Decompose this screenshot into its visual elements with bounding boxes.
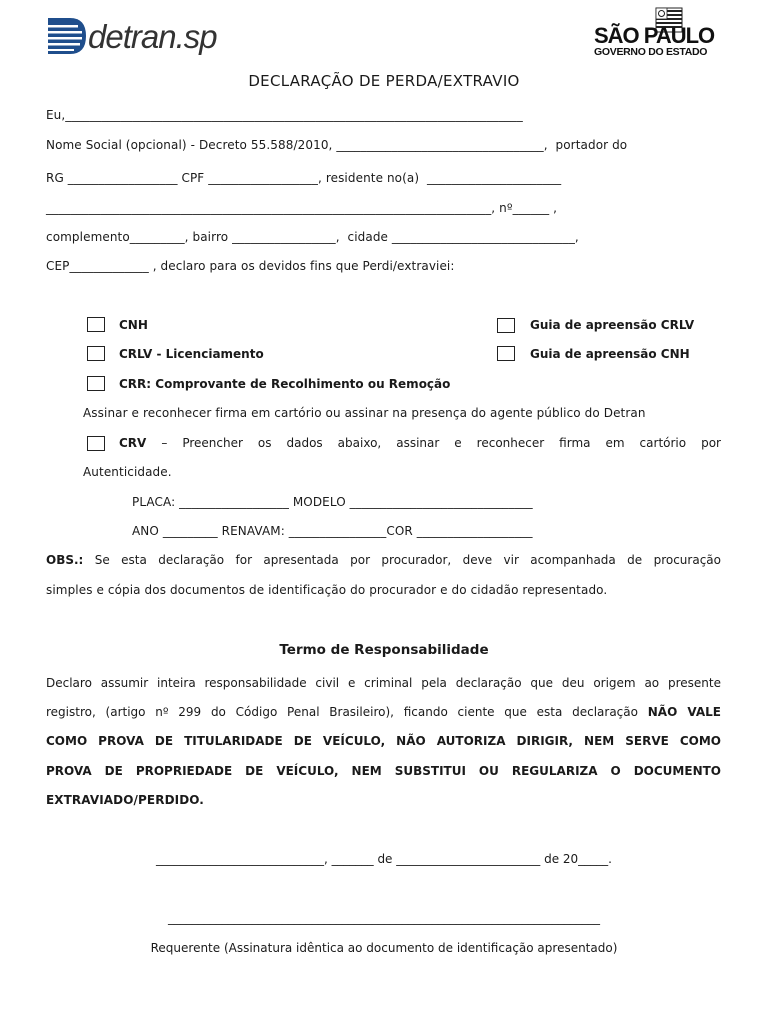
- ano-renavam-cor-line: ANO _________ RENAVAM: ________________COR ___________________: [132, 524, 533, 538]
- checkbox-guia-crlv[interactable]: [497, 318, 515, 333]
- checkbox-crlv[interactable]: [87, 346, 105, 361]
- checkbox-cnh[interactable]: [87, 317, 105, 332]
- detran-logo-icon: [46, 16, 88, 56]
- obs-paragraph-line1: [46, 553, 721, 567]
- crv-instruction-cont: Autenticidade.: [83, 465, 172, 479]
- obs-paragraph-line2: simples e cópia dos documentos de identificação do procurador e do cidadão representado.: [46, 583, 608, 597]
- detran-logo: [46, 14, 221, 62]
- label-guia-cnh: Guia de apreensão CNH: [530, 347, 690, 361]
- label-crr: CRR: Comprovante de Recolhimento ou Remoção: [119, 377, 451, 391]
- termo-line2-bold: NÃO VALE: [647, 705, 722, 719]
- form-line-social-name: Nome Social (opcional) - Decreto 55.588/2010, __________________________________, portador do: [46, 138, 628, 152]
- form-line-cep: CEP_____________ , declaro para os devidos fins que Perdi/extraviei:: [46, 259, 455, 273]
- termo-line2-normal: registro, (artigo nº 299 do Código Penal Brasileiro), ficando ciente que esta declaração: [46, 705, 648, 719]
- gov-logo-line1: SÃO PAULO: [594, 23, 715, 48]
- placa-modelo-line: PLACA: __________________ MODELO ______________________________: [132, 495, 533, 509]
- form-line-address: _________________________________________________________________________, nº______ ,: [46, 201, 558, 215]
- label-cnh: CNH: [119, 318, 148, 332]
- label-crv: CRV: [119, 436, 147, 450]
- crv-row: [119, 436, 721, 450]
- termo-title: Termo de Responsabilidade: [279, 642, 489, 658]
- crv-instruction: – Preencher os dados abaixo, assinar e reconhecer firma em cartório por: [161, 436, 721, 450]
- termo-line1: Declaro assumir inteira responsabilidade civil e criminal pela declaração que deu origem ao presente: [46, 676, 721, 690]
- sao-paulo-government-logo: [592, 6, 724, 58]
- termo-line5: EXTRAVIADO/PERDIDO.: [46, 793, 204, 807]
- label-crlv: CRLV - Licenciamento: [119, 347, 264, 361]
- termo-line3: COMO PROVA DE TITULARIDADE DE VEÍCULO, NÃO AUTORIZA DIRIGIR, NEM SERVE COMO: [46, 734, 721, 748]
- signature-caption: Requerente (Assinatura idêntica ao documento de identificação apresentado): [150, 941, 618, 955]
- form-line-name: Eu,___________________________________________________________________________: [46, 108, 523, 122]
- checkbox-crr[interactable]: [87, 376, 105, 391]
- checkbox-guia-cnh[interactable]: [497, 346, 515, 361]
- date-line: ____________________________, _______ de ________________________ de 20_____.: [156, 852, 612, 866]
- obs-label: OBS.:: [46, 553, 84, 567]
- termo-line4: PROVA DE PROPRIEDADE DE VEÍCULO, NEM SUBSTITUI OU REGULARIZA O DOCUMENTO: [46, 764, 721, 778]
- page-title: DECLARAÇÃO DE PERDA/EXTRAVIO: [248, 72, 520, 90]
- form-line-complement: complemento_________, bairro _________________, cidade ______________________________,: [46, 230, 579, 244]
- checkbox-crv[interactable]: [87, 436, 105, 451]
- obs-text1: Se esta declaração for apresentada por procurador, deve vir acompanhada de procuração: [83, 553, 721, 567]
- instruction-text: Assinar e reconhecer firma em cartório ou assinar na presença do agente público do Detran: [83, 406, 646, 420]
- termo-line2: [46, 705, 721, 719]
- signature-line: ________________________________________________________________________: [168, 911, 600, 925]
- gov-logo-line2: GOVERNO DO ESTADO: [594, 46, 708, 58]
- detran-logo-text: detran.sp: [88, 18, 217, 55]
- form-line-rg-cpf: RG __________________ CPF __________________, residente no(a) ______________________: [46, 171, 562, 185]
- label-guia-crlv: Guia de apreensão CRLV: [530, 318, 695, 332]
